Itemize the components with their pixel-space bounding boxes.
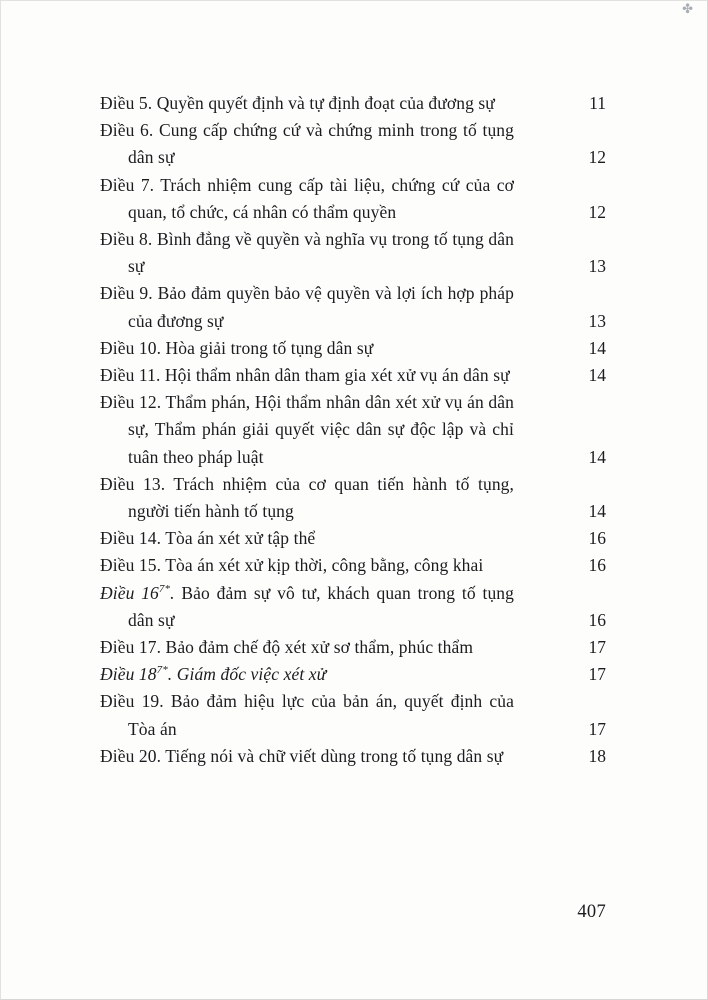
toc-entry-text: Điều 20. Tiếng nói và chữ viết dùng trong tố tụng dân sự bbox=[100, 745, 504, 766]
toc-entry-page-number: 14 bbox=[588, 501, 606, 522]
toc-entry-page-number: 13 bbox=[588, 310, 606, 331]
toc-entry bbox=[100, 743, 606, 770]
toc-entry-page-number: 16 bbox=[588, 528, 606, 549]
toc-entry bbox=[100, 335, 606, 362]
toc-entry-text: Điều 9. Bảo đảm quyền bảo vệ quyền và lợi ích hợp pháp của đương sự bbox=[100, 283, 514, 331]
toc-entry-page-number: 13 bbox=[588, 256, 606, 277]
toc-entry-text: Điều $18^{7*}$. Giám đốc việc xét xử bbox=[100, 664, 327, 685]
toc-entry-page-number: 14 bbox=[588, 337, 606, 358]
flower-ornament-icon: ✤ bbox=[682, 1, 693, 16]
toc-entry-page-number: 14 bbox=[588, 365, 606, 386]
toc-entry bbox=[100, 280, 606, 334]
toc-entry bbox=[100, 634, 606, 661]
toc-entry-text: Điều 17. Bảo đảm chế độ xét xử sơ thẩm, phúc thẩm bbox=[100, 637, 474, 658]
toc-entry bbox=[100, 552, 606, 579]
toc-entry-page-number: 12 bbox=[588, 147, 606, 168]
toc-entry-text: Điều 11. Hội thẩm nhân dân tham gia xét xử vụ án dân sự bbox=[100, 365, 510, 386]
toc-entry-text: Điều 15. Tòa án xét xử kịp thời, công bằng, công khai bbox=[100, 555, 484, 576]
toc-entry-page-number: 17 bbox=[588, 637, 606, 658]
toc-entry-page-number: 16 bbox=[588, 555, 606, 576]
toc-entry-page-number: 14 bbox=[588, 446, 606, 467]
toc-entry bbox=[100, 362, 606, 389]
toc-entry bbox=[100, 389, 606, 471]
toc-entry bbox=[100, 688, 606, 742]
toc-entry-page-number: 18 bbox=[588, 745, 606, 766]
toc-entry bbox=[100, 172, 606, 226]
toc-entry-text: Điều 12. Thẩm phán, Hội thẩm nhân dân xét xử vụ án dân sự, Thẩm phán giải quyết việc dân sự độc lập và chỉ tuân theo pháp luật bbox=[100, 392, 514, 467]
footer-page-number: 407 bbox=[577, 902, 606, 922]
toc-entry bbox=[100, 117, 606, 171]
toc-entry bbox=[100, 525, 606, 552]
toc-entry-text: Điều 7. Trách nhiệm cung cấp tài liệu, chứng cứ của cơ quan, tổ chức, cá nhân có thẩm quyền bbox=[100, 174, 514, 222]
toc-entry-text: Điều 5. Quyền quyết định và tự định đoạt của đương sự bbox=[100, 93, 495, 113]
toc-entry-text: Điều 6. Cung cấp chứng cứ và chứng minh trong tố tụng dân sự bbox=[100, 120, 514, 168]
toc-entry-page-number: 12 bbox=[588, 201, 606, 222]
toc-entry-page-number: 17 bbox=[588, 718, 606, 739]
toc-entry-page-number: 16 bbox=[588, 609, 606, 630]
toc-entry-text: Điều 8. Bình đẳng về quyền và nghĩa vụ trong tố tụng dân sự bbox=[100, 229, 514, 277]
toc-entry-text: Điều 10. Hòa giải trong tố tụng dân sự bbox=[100, 337, 374, 358]
toc-entry bbox=[100, 661, 606, 688]
toc-entry bbox=[100, 471, 606, 525]
toc-entry bbox=[100, 90, 606, 117]
toc-entry bbox=[100, 580, 606, 634]
toc-entry-text: Điều 14. Tòa án xét xử tập thể bbox=[100, 528, 316, 549]
toc-entry-page-number: 11 bbox=[589, 93, 606, 113]
toc-entry bbox=[100, 226, 606, 280]
toc-list bbox=[100, 90, 606, 770]
toc-entry-text: Điều $16^{7*}$. Bảo đảm sự vô tư, khách quan trong tố tụng dân sự bbox=[100, 582, 515, 630]
toc-entry-text: Điều 19. Bảo đảm hiệu lực của bản án, quyết định của Tòa án bbox=[100, 691, 514, 739]
toc-entry-text: Điều 13. Trách nhiệm của cơ quan tiến hành tố tụng, người tiến hành tố tụng bbox=[100, 473, 514, 522]
toc-entry-page-number: 17 bbox=[588, 664, 606, 685]
